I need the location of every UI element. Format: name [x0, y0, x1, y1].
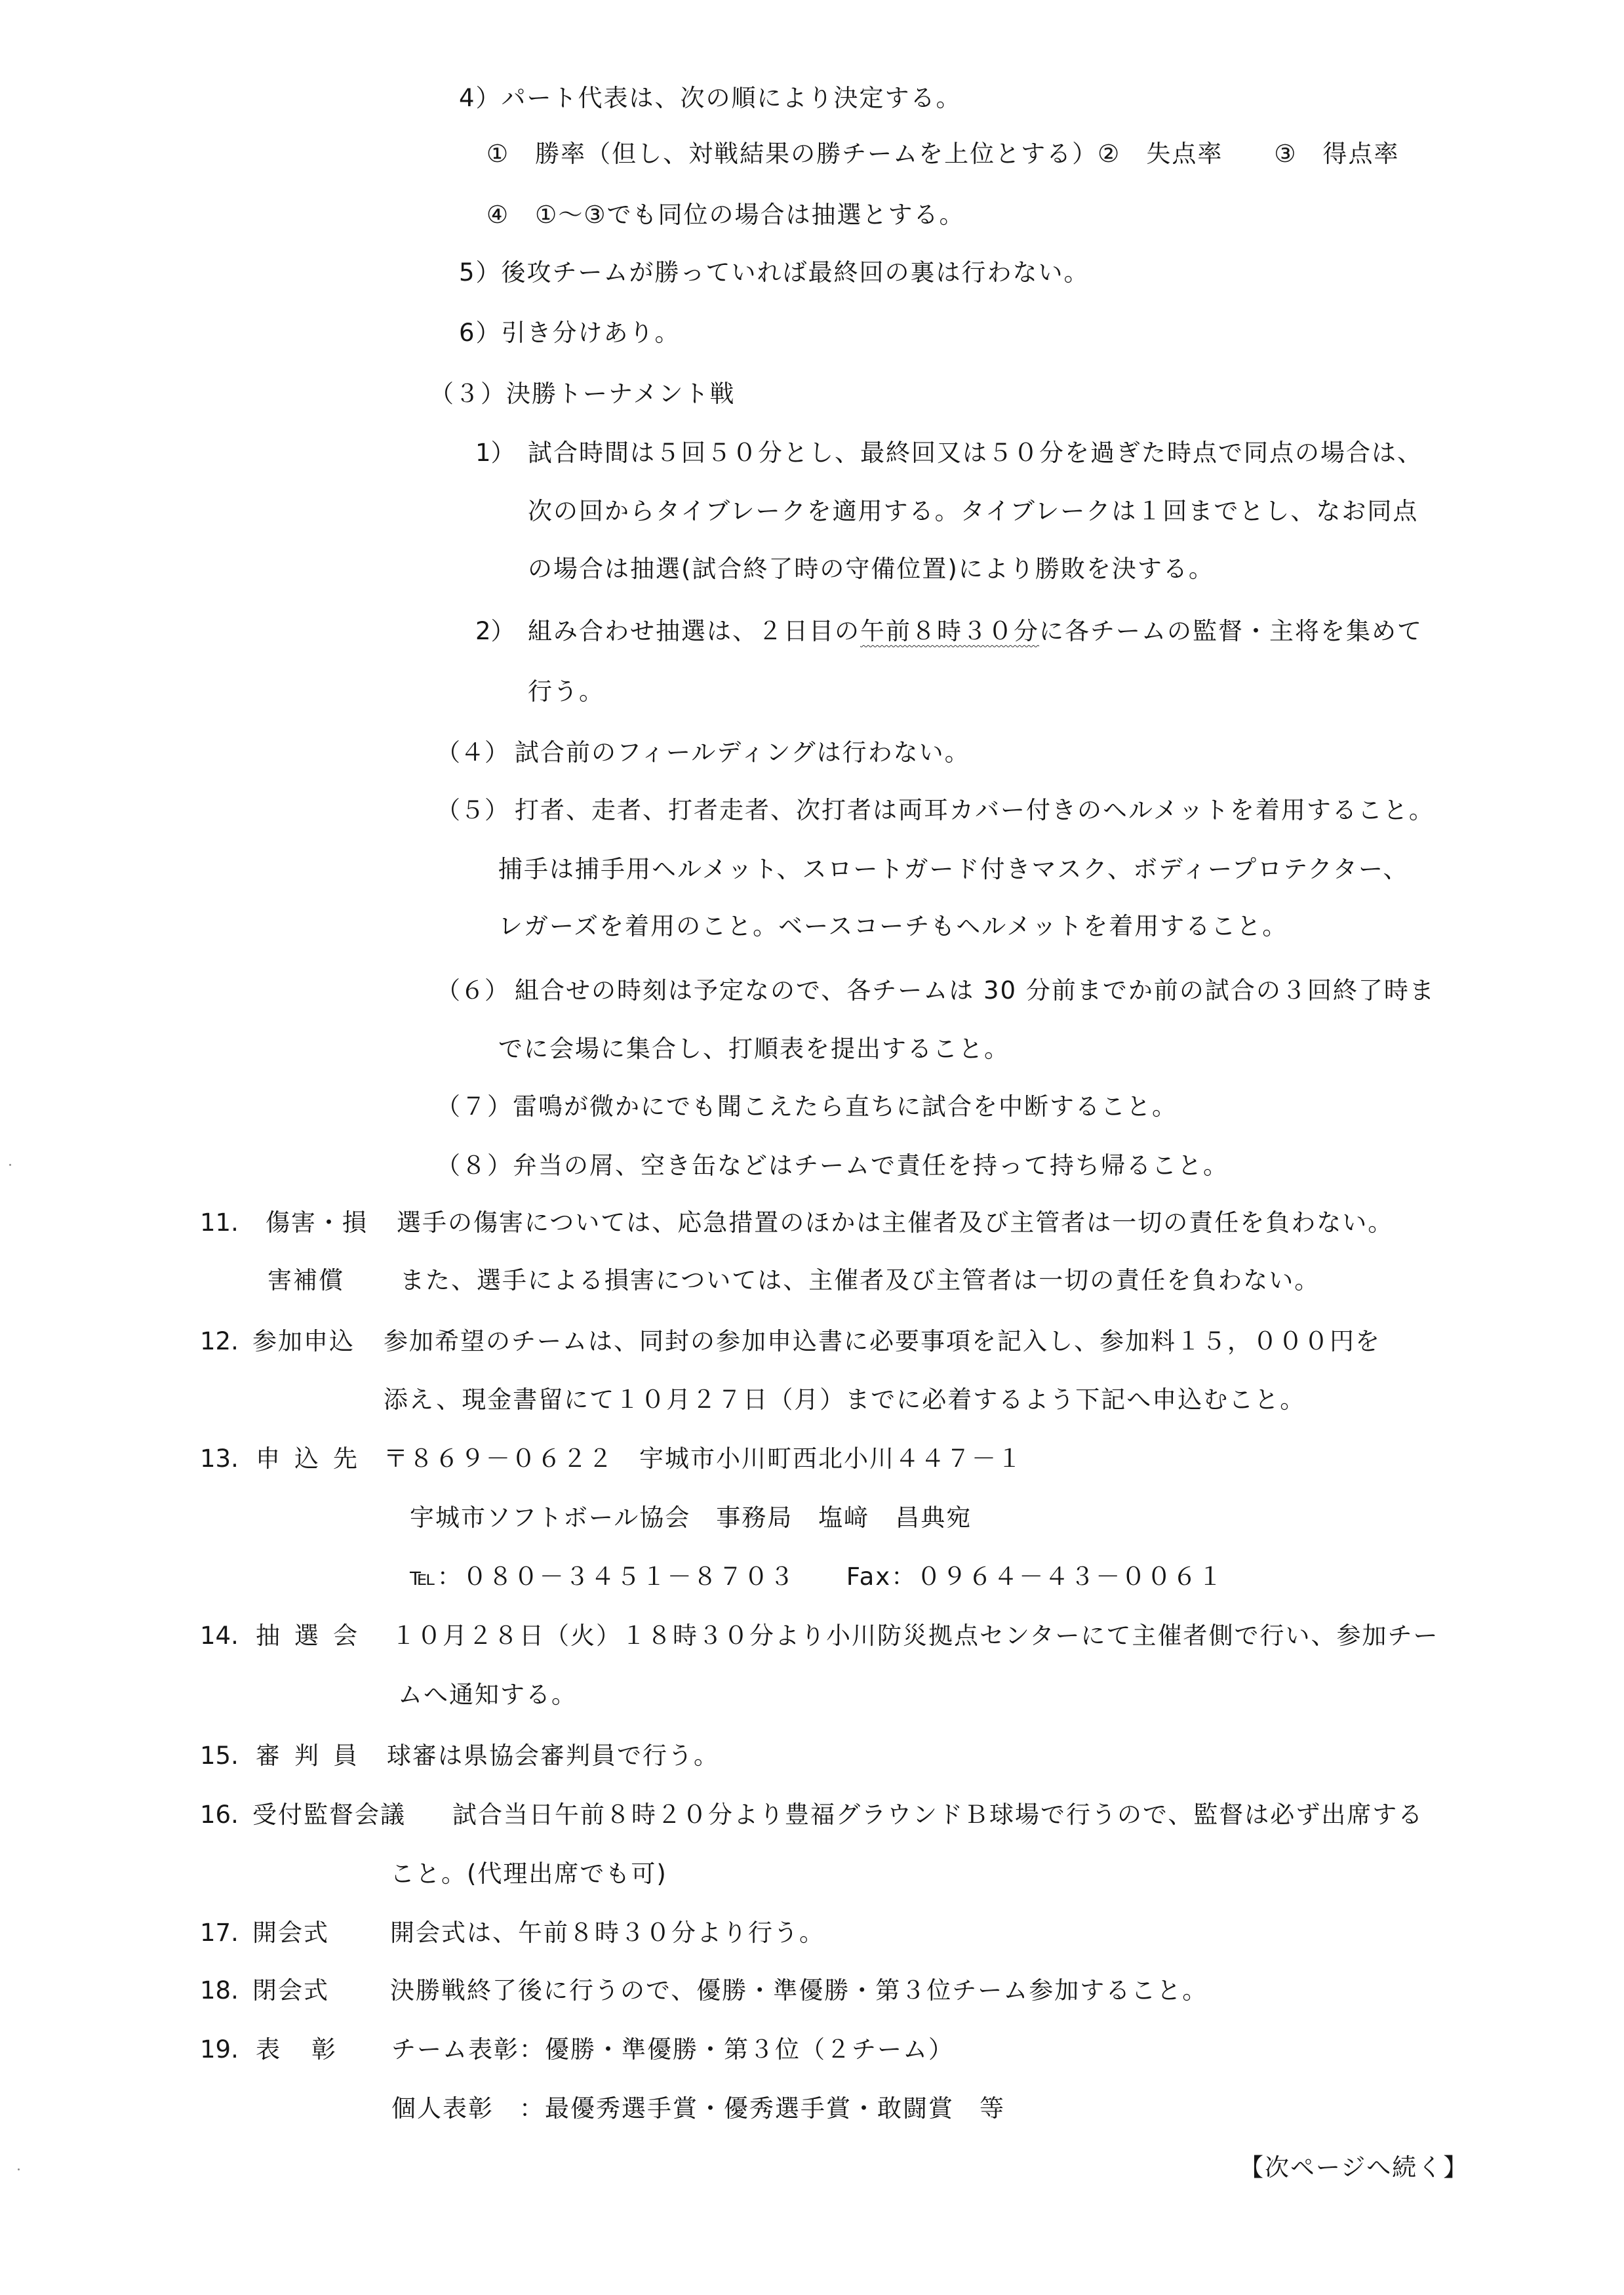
- section-11-line-2: また、選手による損害については、主催者及び主管者は一切の責任を負わない。: [400, 1266, 1320, 1294]
- section-19-individual-awards: 個人表彰 ：最優秀選手賞・優秀選手賞・敢闘賞 等: [391, 2094, 1005, 2123]
- final-item-2-line-1: [528, 616, 1423, 647]
- rule-7: （７）雷鳴が微かにでも聞こえたら直ちに試合を中断すること。: [436, 1092, 1178, 1121]
- part-rule-4-criteria-2: ④ ①～③でも同位の場合は抽選とする。: [486, 201, 965, 229]
- section-18-number: 18.: [200, 1976, 239, 2005]
- rule-4-number: （４）: [436, 738, 509, 767]
- final-item-2-draw-time: 午前８時３０分: [860, 617, 1039, 645]
- section-17-number: 17.: [200, 1919, 239, 1947]
- section-12-number: 12.: [200, 1327, 239, 1355]
- final-item-1-number: 1）: [475, 439, 515, 467]
- section-12-label: 参加申込: [252, 1327, 355, 1355]
- section-14-label: 抽選会: [256, 1622, 372, 1650]
- part-rule-6: 6）引き分けあり。: [459, 319, 681, 347]
- section-11-label-line-2: 害補償: [267, 1266, 344, 1294]
- part-rule-4: 4）パート代表は、次の順により決定する。: [459, 84, 962, 112]
- rule-5-line-1: 打者、走者、打者走者、次打者は両耳カバー付きのヘルメットを着用すること。: [515, 796, 1435, 824]
- section-16-line-1: 試合当日午前８時２０分より豊福グラウンドＢ球場で行うので、監督は必ず出席する: [452, 1801, 1424, 1829]
- final-item-1-line-2: 次の回からタイブレークを適用する。タイブレークは１回までとし、なお同点: [528, 497, 1419, 525]
- final-item-1-line-3: の場合は抽選(試合終了時の守備位置)により勝敗を決する。: [528, 555, 1214, 583]
- final-item-2-text-c: に各チームの監督・主将を集めて: [1039, 617, 1423, 645]
- section-12-line-2: 添え、現金書留にて１０月２７日（月）までに必着するよう下記へ申込むこと。: [384, 1386, 1306, 1414]
- rule-5-number: （５）: [436, 796, 509, 824]
- final-item-1-line-1: 試合時間は５回５０分とし、最終回又は５０分を過ぎた時点で同点の場合は、: [528, 439, 1423, 467]
- rule-4-text: 試合前のフィールディングは行わない。: [515, 738, 970, 767]
- section-13-label: 申込先: [256, 1445, 372, 1473]
- section-16-line-2: こと。(代理出席でも可): [390, 1860, 667, 1888]
- continued-next-page: 【次ページへ続く】: [1239, 2153, 1469, 2182]
- section-12-line-1: 参加希望のチームは、同封の参加申込書に必要事項を記入し、参加料１５，０００円を: [384, 1327, 1381, 1355]
- section-14-number: 14.: [200, 1622, 239, 1650]
- section-11-number: 11.: [200, 1208, 239, 1237]
- section-16-label: 受付監督会議: [252, 1801, 406, 1829]
- section-11-line-1: 選手の傷害については、応急措置のほかは主催者及び主管者は一切の責任を負わない。: [397, 1208, 1394, 1237]
- section-15-label: 審判員: [256, 1742, 372, 1770]
- scan-speck: [18, 2168, 20, 2170]
- rule-5-line-3: レガーズを着用のこと。ベースコーチもヘルメットを着用すること。: [498, 912, 1288, 940]
- section-14-line-2: ムへ通知する。: [398, 1681, 577, 1709]
- final-item-2-text-a: 組み合わせ抽選は、２日目の: [528, 617, 860, 645]
- rule-6-number: （６）: [436, 976, 509, 1005]
- section-11-label-line-1: 傷害・損: [266, 1208, 368, 1237]
- section-19-number: 19.: [200, 2035, 239, 2064]
- rule-5-line-2: 捕手は捕手用ヘルメット、スロートガード付きマスク、ボディープロテクター、: [498, 855, 1409, 883]
- section-14-line-1: １０月２８日（火）１８時３０分より小川防災拠点センターにて主催者側で行い、参加チー: [391, 1622, 1439, 1650]
- final-item-2-line-2: 行う。: [528, 677, 604, 706]
- section-15-number: 15.: [200, 1742, 239, 1770]
- rule-6-line-2: でに会場に集合し、打順表を提出すること。: [498, 1035, 1010, 1063]
- section-13-office: 宇城市ソフトボール協会 事務局 塩﨑 昌典宛: [410, 1504, 972, 1532]
- section-16-number: 16.: [200, 1801, 239, 1829]
- section-17-line-1: 開会式は、午前８時３０分より行う。: [390, 1919, 825, 1947]
- section-17-label: 開会式: [252, 1919, 329, 1947]
- scan-speck: [9, 1164, 11, 1166]
- section-13-address: 〒８６９－０６２２ 宇城市小川町西北小川４４７－１: [384, 1445, 1023, 1473]
- section-15-line-1: 球審は県協会審判員で行う。: [387, 1742, 719, 1770]
- section-19-team-awards: チーム表彰：優勝・準優勝・第３位（２チーム）: [391, 2035, 954, 2064]
- part-rule-4-criteria-1: ① 勝率（但し、対戦結果の勝チームを上位とする）② 失点率 ③ 得点率: [486, 140, 1400, 168]
- section-19-label: 表彰: [256, 2035, 367, 2064]
- final-item-2-number: 2）: [475, 617, 515, 645]
- rule-8: （８）弁当の屑、空き缶などはチームで責任を持って持ち帰ること。: [436, 1151, 1229, 1180]
- final-tournament-heading: （３）決勝トーナメント戦: [429, 380, 736, 408]
- section-18-label: 閉会式: [252, 1976, 329, 2005]
- rule-6-line-1: 組合せの時刻は予定なので、各チームは 30 分前までか前の試合の３回終了時ま: [515, 976, 1435, 1005]
- section-13-number: 13.: [200, 1445, 239, 1473]
- section-18-line-1: 決勝戦終了後に行うので、優勝・準優勝・第３位チーム参加すること。: [390, 1976, 1208, 2005]
- part-rule-5: 5）後攻チームが勝っていれば最終回の裏は行わない。: [459, 258, 1090, 287]
- section-13-phone-fax: ℡：０８０－３４５１－８７０３ Fax：０９６４－４３－００６１: [410, 1563, 1224, 1591]
